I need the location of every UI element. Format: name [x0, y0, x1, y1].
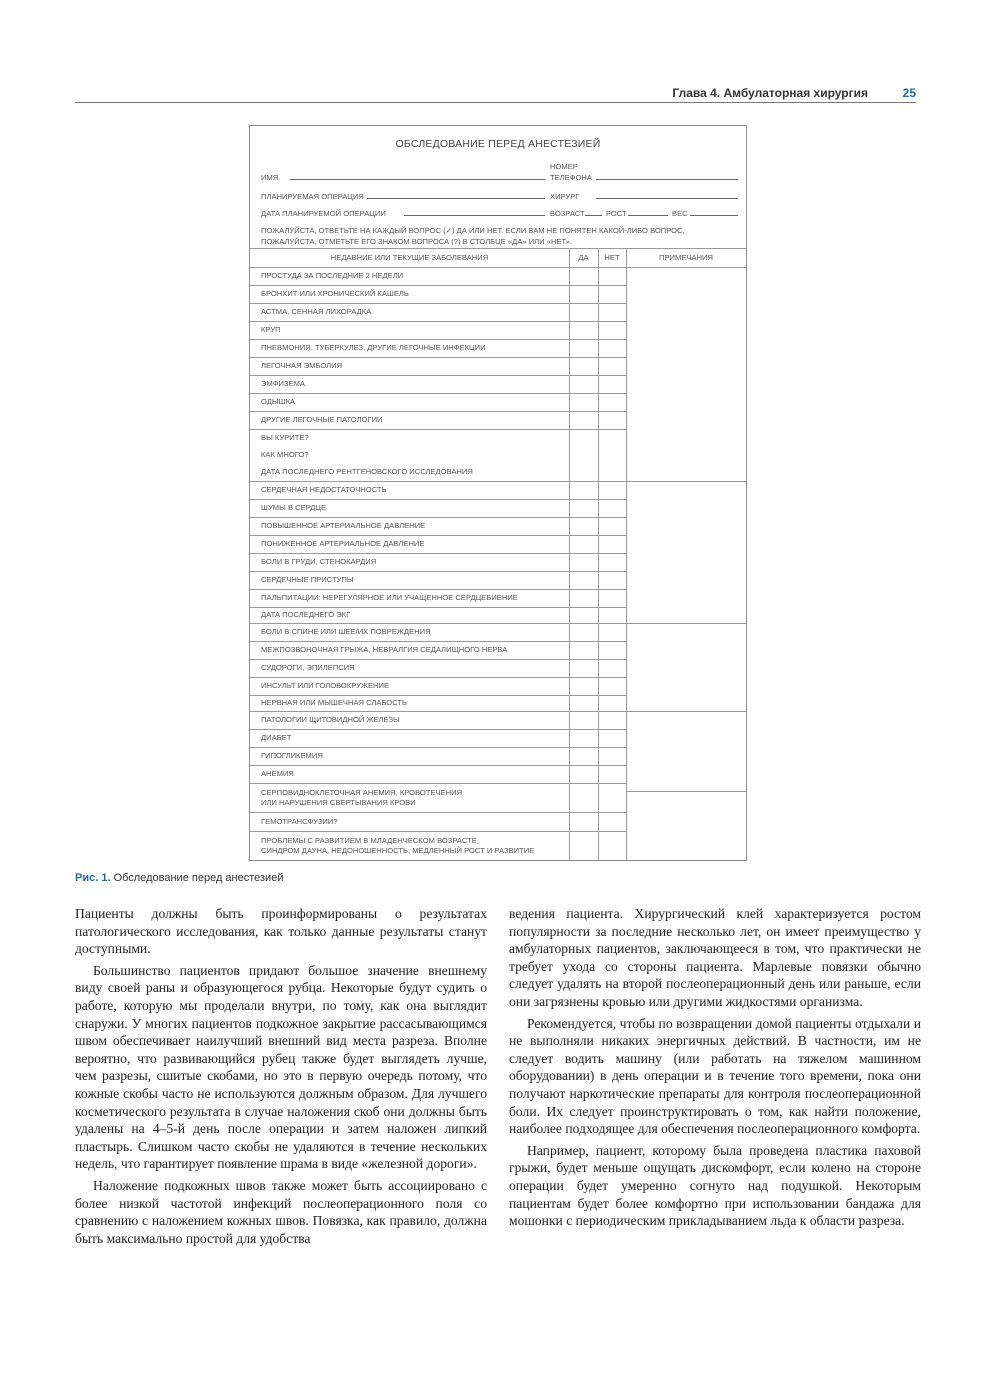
condition-text: ПАЛЬПИТАЦИИ: НЕРЕГУЛЯРНОЕ ИЛИ УЧАЩЕННОЕ СЕРДЦЕБИЕНИЕ	[261, 593, 518, 602]
paragraph: ведения пациента. Хирургический клей характеризуется ростом популярности за последние несколько лет, он имеет преимущество у амбулаторных пациентов, заключающееся в том, что практически не требует ухода со стороны пациента. Марлевые повязки обычно следует удалять на второй послеоперационный день или раньше, если они загрязнены кровью или другими жидкостями организма.	[509, 906, 921, 1009]
condition-row-label	[261, 521, 425, 531]
figure-caption-text: Обследование перед анестезией	[113, 872, 284, 884]
condition-row-label	[261, 593, 518, 603]
answer-cell-yes[interactable]	[570, 784, 597, 811]
answer-cell-no[interactable]	[599, 766, 625, 782]
answer-cell-no[interactable]	[599, 748, 625, 764]
answer-cell-no[interactable]	[599, 412, 625, 428]
answer-cell-yes[interactable]	[570, 500, 597, 516]
body-column-right	[509, 905, 921, 1230]
form-title: ОБСЛЕДОВАНИЕ ПЕРЕД АНЕСТЕЗИЕЙ	[395, 138, 601, 150]
answer-cell-yes[interactable]	[570, 268, 597, 284]
condition-text: ОДЫШКА	[261, 397, 296, 406]
condition-text: СУДОРОГИ, ЭПИЛЕПСИЯ	[261, 663, 355, 672]
condition-text: НЕРВНАЯ ИЛИ МЫШЕЧНАЯ СЛАБОСТЬ	[261, 698, 408, 707]
condition-text: ПОВЫШЕННОЕ АРТЕРИАЛЬНОЕ ДАВЛЕНИЕ	[261, 521, 426, 530]
condition-text: ВЫ КУРИТЕ?	[261, 432, 309, 442]
condition-text: КРУП	[261, 325, 281, 334]
answer-cell-no[interactable]	[599, 376, 625, 392]
surgeon-label: ХИРУРГ	[550, 192, 580, 201]
answer-cell-yes[interactable]	[570, 376, 597, 392]
age-field[interactable]	[585, 215, 602, 216]
condition-row-label	[261, 681, 389, 691]
condition-text: СИНДРОМ ДАУНА, НЕДОНОШЕННОСТЬ, МЕДЛЕННЫЙ РОСТ И РАЗВИТИЕ	[261, 845, 535, 855]
table-header-rule	[250, 267, 746, 268]
condition-text: ДАТА ПОСЛЕДНЕГО ЭКГ	[261, 610, 351, 619]
condition-row-label	[261, 575, 354, 585]
condition-row-label	[261, 751, 323, 761]
answer-cell-no[interactable]	[599, 554, 625, 570]
answer-cell-no[interactable]	[599, 572, 625, 588]
answer-cell-yes[interactable]	[570, 394, 597, 410]
answer-cell-yes[interactable]	[570, 572, 597, 588]
answer-cell-no[interactable]	[599, 678, 625, 694]
surgeon-field[interactable]	[596, 198, 738, 199]
condition-row-label	[261, 663, 355, 673]
condition-text: ДИАБЕТ	[261, 733, 292, 742]
condition-text: ЛЕГОЧНАЯ ЭМБОЛИЯ	[261, 361, 343, 370]
figure-caption	[75, 872, 283, 884]
form-instructions	[261, 225, 685, 247]
body-column-left	[75, 905, 487, 1247]
condition-text: ГЕМОТРАНСФУЗИИ?	[261, 816, 338, 826]
condition-row-label	[261, 433, 309, 443]
answer-cell-no[interactable]	[599, 642, 625, 658]
no-column-header: НЕТ	[604, 253, 620, 262]
condition-text: МЕЖПОЗВОНОЧНАЯ ГРЫЖА, НЕВРАЛГИЯ СЕДАЛИЩНОГО НЕРВА	[261, 645, 508, 654]
answer-cell-no[interactable]	[599, 518, 625, 534]
condition-row-label	[261, 343, 486, 353]
anesthesia-form	[249, 125, 747, 861]
table-column-rule	[626, 248, 627, 860]
answer-cell-no[interactable]	[599, 608, 625, 622]
figure-caption-label: Рис. 1.	[75, 872, 111, 884]
condition-text: АСТМА, СЕННАЯ ЛИХОРАДКА	[261, 307, 372, 316]
operation-date-field[interactable]	[404, 215, 545, 216]
condition-row-label	[261, 289, 409, 299]
condition-row-label	[261, 557, 376, 567]
answer-cell-yes[interactable]	[570, 642, 597, 658]
condition-row-label	[261, 307, 371, 317]
condition-text: БОЛИ В СПИНЕ ИЛИ ШЕЕ/ИХ ПОВРЕЖДЕНИЯ	[261, 627, 431, 636]
condition-text: ДРУГИЕ ЛЕГОЧНЫЕ ПАТОЛОГИИ	[261, 415, 383, 424]
condition-row-label	[261, 715, 400, 725]
answer-cell-no[interactable]	[599, 430, 625, 445]
condition-row-label	[261, 415, 383, 425]
answer-cell-yes[interactable]	[570, 590, 597, 606]
answer-cell-yes[interactable]	[570, 678, 597, 694]
planned-operation-label: ПЛАНИРУЕМАЯ ОПЕРАЦИЯ	[261, 192, 364, 201]
condition-text: БОЛИ В ГРУДИ, СТЕНОКАРДИЯ	[261, 557, 377, 566]
answer-cell-yes[interactable]	[570, 286, 597, 302]
condition-row-label	[261, 325, 281, 335]
condition-text: ПРОБЛЕМЫ С РАЗВИТИЕМ В МЛАДЕНЧЕСКОМ ВОЗРАСТЕ,	[261, 835, 479, 845]
answer-cell-yes[interactable]	[570, 608, 597, 622]
answer-cell-no[interactable]	[599, 832, 625, 859]
paragraph: Наложение подкожных швов также может быть ассоциировано с более низкой частотой инфекций послеоперационного поля со сравнению с наложением кожных швов. Повязка, как правило, должна быть максимально простой для удобства	[75, 1177, 487, 1246]
condition-text: ДАТА ПОСЛЕДНЕГО РЕНТГЕНОВСКОГО ИССЛЕДОВАНИЯ	[261, 467, 473, 476]
answer-cell-yes[interactable]	[570, 412, 597, 428]
answer-cell-no[interactable]	[599, 482, 625, 498]
answer-cell-yes[interactable]	[570, 660, 597, 676]
answer-cell-no[interactable]	[599, 464, 625, 480]
condition-text: ПНЕВМОНИЯ. ТУБЕРКУЛЕЗ, ДРУГИЕ ЛЕГОЧНЫЕ ИНФЕКЦИИ	[261, 343, 486, 352]
header-rule	[75, 102, 916, 103]
answer-cell-yes[interactable]	[570, 340, 597, 356]
answer-cell-no[interactable]	[599, 340, 625, 356]
condition-row-label	[261, 467, 473, 477]
condition-row-label	[261, 733, 291, 743]
condition-row-label	[261, 627, 431, 637]
planned-operation-field[interactable]	[367, 198, 545, 199]
yes-column-header: ДА	[578, 253, 589, 262]
notes-group-rule	[626, 623, 746, 624]
instructions-line-2: ПОЖАЛУЙСТА, ОТМЕТЬТЕ ЕГО ЗНАКОМ ВОПРОСА (?) В СТОЛБЦЕ «ДА» ИЛИ «НЕТ».	[261, 237, 573, 246]
notes-column-header: ПРИМЕЧАНИЯ	[659, 253, 713, 262]
height-field[interactable]	[628, 215, 668, 216]
condition-row-label	[261, 610, 350, 620]
condition-text: СЕРДЕЧНАЯ НЕДОСТАТОЧНОСТЬ	[261, 485, 387, 494]
condition-text: ШУМЫ В СЕРДЦЕ	[261, 503, 327, 512]
phone-label-line2: ТЕЛЕФОНА	[550, 173, 592, 182]
condition-text: КАК МНОГО?	[261, 449, 309, 459]
answer-cell-yes[interactable]	[570, 554, 597, 570]
answer-cell-yes[interactable]	[570, 430, 597, 445]
answer-cell-no[interactable]	[599, 712, 625, 728]
answer-cell-no[interactable]	[599, 813, 625, 830]
answer-cell-no[interactable]	[599, 286, 625, 302]
condition-row-label	[261, 361, 342, 371]
condition-text: ПРОСТУДА ЗА ПОСЛЕДНИЕ 2 НЕДЕЛИ	[261, 271, 404, 280]
answer-cell-no[interactable]	[599, 696, 625, 710]
answer-cell-yes[interactable]	[570, 712, 597, 728]
condition-text: ЭМФИЗЕМА	[261, 379, 305, 388]
answer-cell-no[interactable]	[599, 268, 625, 284]
condition-row-label	[261, 817, 337, 827]
chapter-title: Глава 4. Амбулаторная хирургия	[672, 86, 868, 100]
name-label: ИМЯ	[261, 173, 279, 182]
condition-row-label	[261, 645, 507, 655]
paragraph: Например, пациент, которому была проведена пластика паховой грыжи, будет меньше ощущать дискомфорт, если колено на стороне операции будет умеренно согнуто над подушкой. Некоторым пациентам будет более комфортно при использовании бандажа для мошонки с периодическим прикладыванием льда к области разреза.	[509, 1142, 921, 1229]
instructions-line-1: ПОЖАЛУЙСТА, ОТВЕТЬТЕ НА КАЖДЫЙ ВОПРОС (✓) ДА ИЛИ НЕТ. ЕСЛИ ВАМ НЕ ПОНЯТЕН КАКОЙ-ЛИБО ВОПРОС,	[261, 226, 685, 235]
condition-text: ИЛИ НАРУШЕНИЯ СВЕРТЫВАНИЯ КРОВИ	[261, 797, 416, 807]
condition-text: ПОНИЖЕННОЕ АРТЕРИАЛЬНОЕ ДАВЛЕНИЕ	[261, 539, 425, 548]
answer-cell-yes[interactable]	[570, 518, 597, 534]
answer-cell-no[interactable]	[599, 730, 625, 746]
weight-field[interactable]	[690, 215, 738, 216]
answer-cell-yes[interactable]	[570, 536, 597, 552]
phone-label-line1: НОМЕР	[550, 162, 578, 171]
name-field[interactable]	[290, 179, 545, 180]
age-label: ВОЗРАСТ	[550, 209, 585, 218]
condition-text: ИНСУЛЬТ ИЛИ ГОЛОВОКРУЖЕНИЕ	[261, 681, 390, 690]
condition-row-label	[261, 539, 424, 549]
condition-row-label	[261, 698, 407, 708]
condition-text: ГИПОГЛИКЕМИЯ	[261, 751, 323, 760]
answer-cell-yes[interactable]	[570, 464, 597, 480]
answer-cell-no[interactable]	[599, 358, 625, 374]
condition-text: СЕРДЕЧНЫЕ ПРИСТУПЫ	[261, 575, 354, 584]
condition-row-label	[261, 503, 326, 513]
conditions-column-header: НЕДАВНИЕ ИЛИ ТЕКУЩИЕ ЗАБОЛЕВАНИЯ	[330, 253, 489, 262]
height-label: РОСТ	[606, 209, 627, 218]
answer-cell-yes[interactable]	[570, 813, 597, 830]
answer-cell-no[interactable]	[599, 304, 625, 320]
condition-row-label	[261, 397, 295, 407]
condition-row-label	[261, 450, 309, 460]
answer-cell-no[interactable]	[599, 660, 625, 676]
answer-cell-yes[interactable]	[570, 322, 597, 338]
answer-cell-no[interactable]	[599, 536, 625, 552]
answer-cell-yes[interactable]	[570, 832, 597, 859]
answer-cell-yes[interactable]	[570, 447, 597, 462]
answer-cell-yes[interactable]	[570, 482, 597, 498]
condition-text: ПАТОЛОГИИ ЩИТОВИДНОЙ ЖЕЛЕЗЫ	[261, 715, 400, 724]
answer-cell-no[interactable]	[599, 500, 625, 516]
answer-cell-no[interactable]	[599, 394, 625, 410]
answer-cell-yes[interactable]	[570, 358, 597, 374]
paragraph: Пациенты должны быть проинформированы о результатах патологического исследования, как только данные результаты станут доступными.	[75, 906, 487, 957]
weight-label: ВЕС	[672, 209, 688, 218]
paragraph: Большинство пациентов придают большое значение внешнему виду своей раны и образующегося рубца. Некоторые будут судить о работе, которую мы проделали внутри, по тому, как она выглядит снаружи. У многих пациентов подкожное закрытие рассасывающимся швом обеспечивает наилучший внешний вид места разреза. Вполне вероятно, что развивающийся рубец также будет выглядеть лучше, чем разрезы, сшитые скобами, но это в первую очередь потому, что кожные скобы часто не используются должным образом. Для лучшего косметического результата в случае наложения скоб они должны быть удалены на 4–5-й день после операции и затем наложен липкий пластырь. Слишком часто скобы не удаляются в течение нескольких недель, что гарантирует появление шрама в виде «железной дороги».	[75, 962, 487, 1172]
condition-row-label	[261, 379, 305, 389]
condition-row-label	[261, 271, 403, 281]
notes-group-rule	[626, 711, 746, 712]
condition-text: БРОНХИТ ИЛИ ХРОНИЧЕСКИЙ КАШЕЛЬ	[261, 289, 409, 298]
table-top-rule	[250, 248, 746, 249]
condition-text: СЕРПОВИДНОКЛЕТОЧНАЯ АНЕМИЯ, КРОВОТЕЧЕНИЯ	[261, 787, 463, 797]
answer-cell-yes[interactable]	[570, 624, 597, 640]
answer-cell-yes[interactable]	[570, 766, 597, 782]
answer-cell-yes[interactable]	[570, 730, 597, 746]
notes-group-rule	[626, 791, 746, 792]
answer-cell-yes[interactable]	[570, 748, 597, 764]
answer-cell-no[interactable]	[599, 624, 625, 640]
condition-text: АНЕМИЯ	[261, 769, 294, 778]
condition-row-label	[261, 485, 387, 495]
page-number: 25	[902, 86, 916, 100]
answer-cell-no[interactable]	[599, 447, 625, 462]
condition-row-label	[261, 788, 462, 808]
paragraph: Рекомендуется, чтобы по возвращении домой пациенты отдыхали и не выполняли никаких энергичных действий. В частности, им не следует водить машину (или работать на тяжелом машинном оборудовании) в день операции и в течение того времени, пока они получают наркотические препараты для контроля послеоперационной боли. Их следует проинструктировать о том, как найти положение, наиболее подходящее для обеспечения послеоперационного комфорта.	[509, 1015, 921, 1137]
answer-cell-no[interactable]	[599, 784, 625, 811]
operation-date-label: ДАТА ПЛАНИРУЕМОЙ ОПЕРАЦИИ	[261, 209, 386, 218]
condition-row-label	[261, 769, 294, 779]
condition-row-label	[261, 836, 534, 856]
answer-cell-no[interactable]	[599, 322, 625, 338]
phone-field[interactable]	[596, 179, 738, 180]
notes-group-rule	[626, 481, 746, 482]
answer-cell-yes[interactable]	[570, 304, 597, 320]
answer-cell-yes[interactable]	[570, 696, 597, 710]
answer-cell-no[interactable]	[599, 590, 625, 606]
